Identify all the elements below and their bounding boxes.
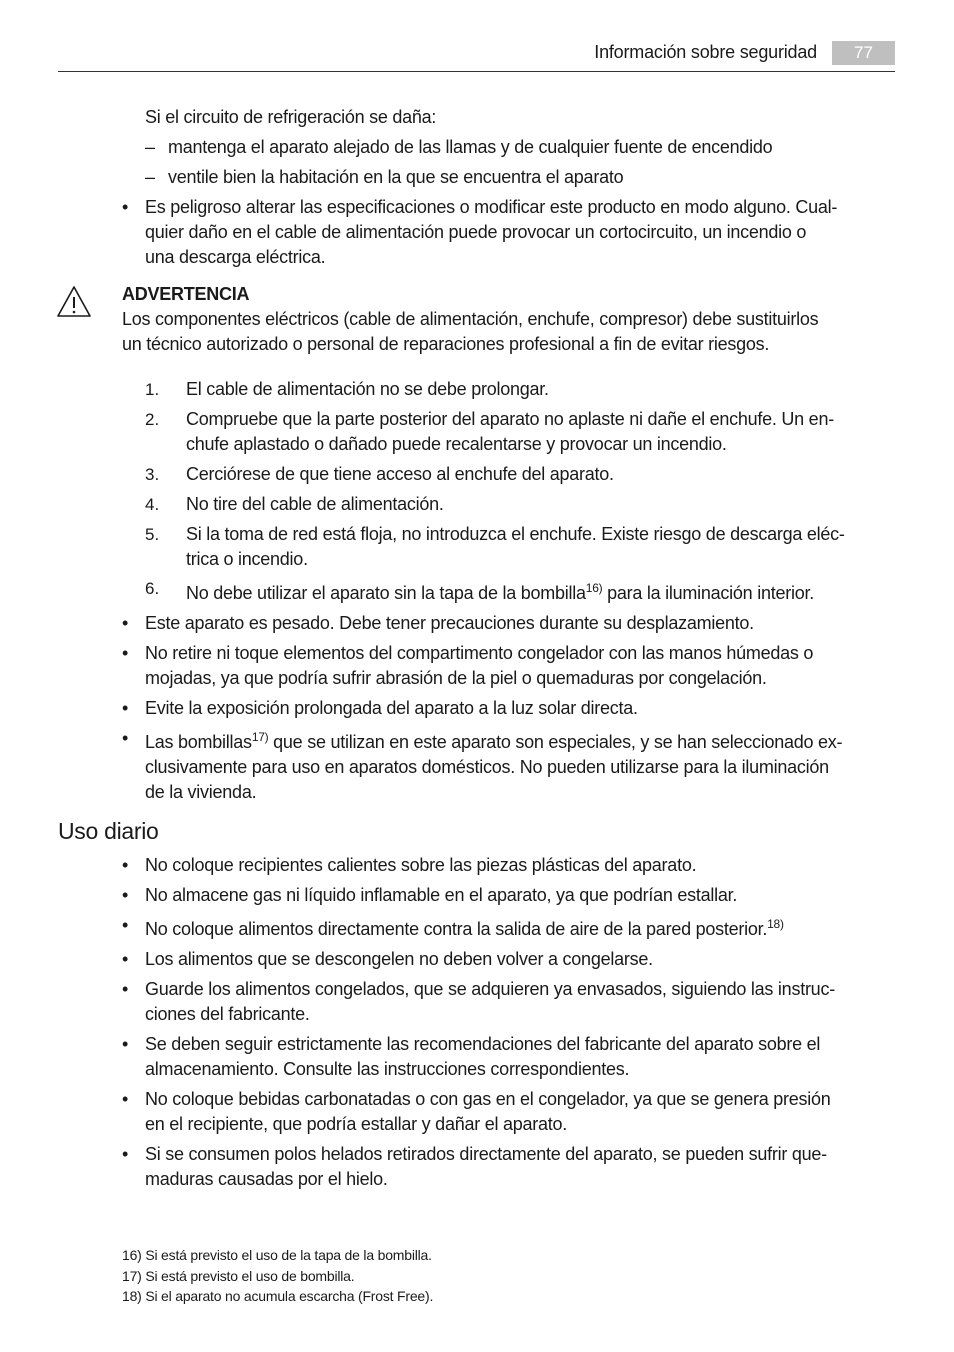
footnote: 16) Si está previsto el uso de la tapa de la bombilla. bbox=[122, 1247, 432, 1263]
footnote-ref: 17) bbox=[251, 730, 269, 744]
text-segment: para la iluminación interior. bbox=[602, 583, 814, 603]
text-line: Se deben seguir estrictamente las recomendaciones del fabricante del aparato sobre el bbox=[145, 1034, 821, 1054]
text-line: No coloque recipientes calientes sobre las piezas plásticas del aparato. bbox=[145, 855, 697, 875]
bullet-item bbox=[145, 641, 813, 691]
list-number: 4. bbox=[145, 495, 160, 514]
text-line: ciones del fabricante. bbox=[145, 1004, 310, 1024]
text-line: quier daño en el cable de alimentación puede provocar un cortocircuito, un incendio o bbox=[145, 222, 807, 242]
text-line: No tire del cable de alimentación. bbox=[186, 494, 444, 514]
list-number: 3. bbox=[145, 465, 160, 484]
bullet-item bbox=[145, 611, 754, 636]
text-segment: No coloque alimentos directamente contra la salida de aire de la pared posterior. bbox=[145, 919, 768, 939]
page-number: 77 bbox=[832, 41, 895, 65]
numbered-item bbox=[186, 462, 614, 487]
text-line: No almacene gas ni líquido inflamable en el aparato, ya que podrían estallar. bbox=[145, 885, 738, 905]
bullet-marker: • bbox=[122, 855, 129, 875]
dash-item: mantenga el aparato alejado de las llamas y de cualquier fuente de encendido bbox=[168, 137, 773, 157]
text-line: una descarga eléctrica. bbox=[145, 247, 326, 267]
bullet-marker: • bbox=[122, 728, 129, 748]
text-line: Evite la exposición prolongada del aparato a la luz solar directa. bbox=[145, 698, 638, 718]
text-line: Guarde los alimentos congelados, que se adquieren ya envasados, siguiendo las instruc- bbox=[145, 979, 835, 999]
bullet-marker: • bbox=[122, 1089, 129, 1109]
text-line: Si la toma de red está floja, no introduzca el enchufe. Existe riesgo de descarga eléc- bbox=[186, 524, 845, 544]
bullet-marker: • bbox=[122, 949, 129, 969]
text-line: No retire ni toque elementos del compartimento congelador con las manos húmedas o bbox=[145, 643, 814, 663]
bullet-item bbox=[145, 195, 837, 270]
page-header bbox=[58, 38, 895, 72]
bullet-item bbox=[145, 1142, 827, 1192]
numbered-item bbox=[186, 492, 444, 517]
list-number: 5. bbox=[145, 525, 160, 544]
text-line: Es peligroso alterar las especificaciones o modificar este producto en modo alguno. Cual- bbox=[145, 197, 838, 217]
dash-marker: – bbox=[145, 137, 156, 157]
list-number: 6. bbox=[145, 579, 160, 598]
intro-text: Si el circuito de refrigeración se daña: bbox=[145, 107, 437, 127]
bullet-marker: • bbox=[122, 885, 129, 905]
text-line: de la vivienda. bbox=[145, 782, 257, 802]
text-line: Los alimentos que se descongelen no deben volver a congelarse. bbox=[145, 949, 653, 969]
text-line bbox=[145, 730, 842, 755]
warning-icon bbox=[56, 285, 92, 319]
section-title: Uso diario bbox=[58, 818, 159, 844]
text-line: Compruebe que la parte posterior del aparato no aplaste ni dañe el enchufe. Un en- bbox=[186, 409, 834, 429]
bullet-marker: • bbox=[122, 979, 129, 999]
text-line: El cable de alimentación no se debe prolongar. bbox=[186, 379, 549, 399]
text-line: mojadas, ya que podría sufrir abrasión de la piel o quemaduras por congelación. bbox=[145, 668, 767, 688]
text-segment: Las bombillas bbox=[145, 732, 252, 752]
text-line: clusivamente para uso en aparatos domésticos. No pueden utilizarse para la iluminación bbox=[145, 757, 829, 777]
bullet-item bbox=[145, 883, 737, 908]
footnote: 18) Si el aparato no acumula escarcha (Frost Free). bbox=[122, 1288, 434, 1304]
warning-block bbox=[122, 282, 818, 357]
bullet-item bbox=[145, 947, 653, 972]
header-title: Información sobre seguridad bbox=[594, 42, 817, 62]
dash-item: ventile bien la habitación en la que se encuentra el aparato bbox=[168, 167, 624, 187]
numbered-item bbox=[186, 377, 549, 402]
bullet-marker: • bbox=[122, 915, 129, 935]
text-segment: que se utilizan en este aparato son especiales, y se han seleccionado ex- bbox=[268, 732, 843, 752]
bullet-marker: • bbox=[122, 1034, 129, 1054]
text-line: trica o incendio. bbox=[186, 549, 308, 569]
bullet-item bbox=[145, 977, 835, 1027]
footnote-ref: 16) bbox=[585, 581, 603, 595]
bullet-item bbox=[145, 696, 638, 721]
footnote-ref: 18) bbox=[767, 917, 784, 931]
text-segment: No debe utilizar el aparato sin la tapa de la bombilla bbox=[186, 583, 586, 603]
numbered-item bbox=[186, 522, 845, 572]
text-line: No coloque bebidas carbonatadas o con gas en el congelador, ya que se genera presión bbox=[145, 1089, 831, 1109]
text-line: Los componentes eléctricos (cable de alimentación, enchufe, compresor) debe sustituirlos bbox=[122, 309, 819, 329]
bullet-marker: • bbox=[122, 1144, 129, 1164]
bullet-marker: • bbox=[122, 197, 129, 217]
warning-title: ADVERTENCIA bbox=[122, 284, 250, 304]
bullet-item bbox=[145, 730, 842, 805]
bullet-item bbox=[145, 917, 784, 942]
list-number: 1. bbox=[145, 380, 160, 399]
text-line: maduras causadas por el hielo. bbox=[145, 1169, 388, 1189]
bullet-item bbox=[145, 853, 696, 878]
text-line: almacenamiento. Consulte las instrucciones correspondientes. bbox=[145, 1059, 630, 1079]
bullet-marker: • bbox=[122, 643, 129, 663]
footnote: 17) Si está previsto el uso de bombilla. bbox=[122, 1268, 355, 1284]
text-line: Cerciórese de que tiene acceso al enchufe del aparato. bbox=[186, 464, 614, 484]
text-line: un técnico autorizado o personal de reparaciones profesional a fin de evitar riesgos. bbox=[122, 334, 770, 354]
list-number: 2. bbox=[145, 410, 160, 429]
text-line: Este aparato es pesado. Debe tener precauciones durante su desplazamiento. bbox=[145, 613, 754, 633]
bullet-marker: • bbox=[122, 698, 129, 718]
bullet-item bbox=[145, 1032, 820, 1082]
text-line: Si se consumen polos helados retirados directamente del aparato, se pueden sufrir que- bbox=[145, 1144, 827, 1164]
numbered-item bbox=[186, 581, 814, 606]
bullet-item bbox=[145, 1087, 831, 1137]
text-line: chufe aplastado o dañado puede recalentarse y provocar un incendio. bbox=[186, 434, 727, 454]
bullet-marker: • bbox=[122, 613, 129, 633]
numbered-item bbox=[186, 407, 834, 457]
header-rule bbox=[58, 71, 895, 72]
dash-marker: – bbox=[145, 167, 156, 187]
text-line: en el recipiente, que podría estallar y dañar el aparato. bbox=[145, 1114, 568, 1134]
